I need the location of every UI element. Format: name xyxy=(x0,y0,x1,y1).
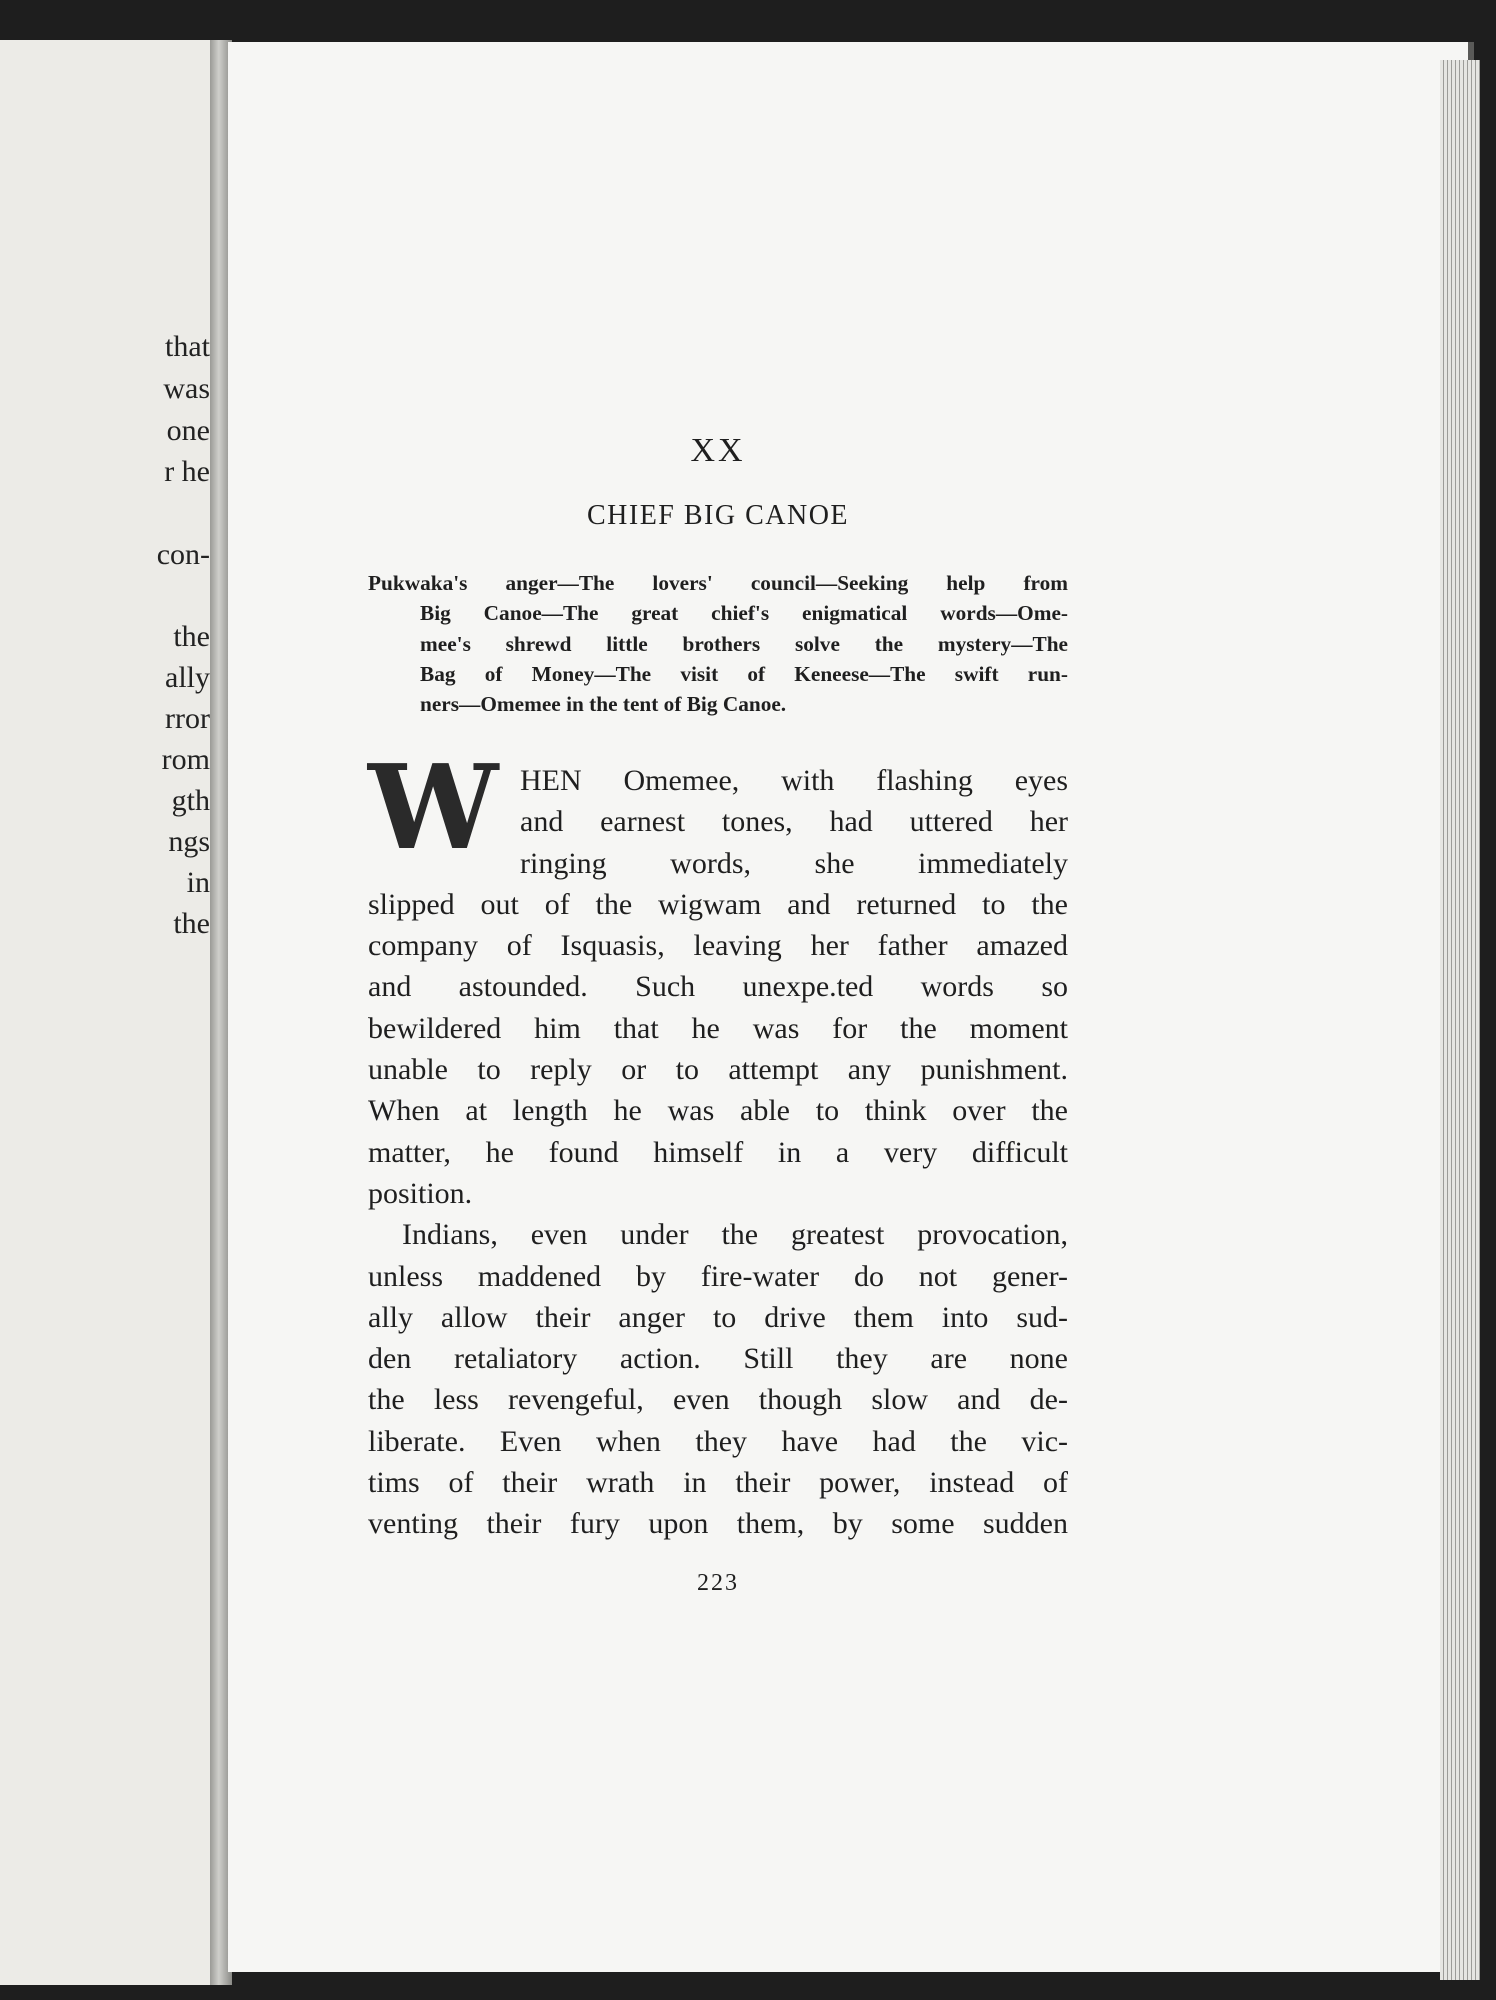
text-line: and earnest tones, had uttered her xyxy=(520,805,1068,839)
text-line: venting their fury upon them, by some sudden xyxy=(368,1507,1068,1541)
text-line: bewildered him that he was for the moment xyxy=(368,1011,1068,1045)
left-fragment: the xyxy=(173,907,210,940)
chapter-synopsis xyxy=(368,568,1068,719)
previous-page-edge xyxy=(0,40,222,1985)
text-line: unless maddened by fire-water do not gener- xyxy=(368,1259,1068,1293)
synopsis-line: mee's shrewd little brothers solve the mystery—The xyxy=(420,631,1068,656)
text-line: Indians, even under the greatest provocation, xyxy=(402,1218,1068,1252)
left-fragment: one xyxy=(166,414,210,447)
left-fragment: rror xyxy=(165,702,210,735)
text-line: When at length he was able to think over the xyxy=(368,1094,1068,1128)
left-fragment: in xyxy=(186,866,210,899)
text-line: the less revengeful, even though slow and de- xyxy=(368,1383,1068,1417)
text-line: HEN Omemee, with flashing eyes xyxy=(520,764,1068,797)
left-fragment: gth xyxy=(171,784,210,817)
text-line: den retaliatory action. Still they are none xyxy=(368,1342,1068,1376)
left-fragment: that xyxy=(165,330,210,363)
synopsis-line: Pukwaka's anger—The lovers' council—Seeking help from xyxy=(368,571,1068,595)
body-text xyxy=(368,760,1068,1545)
synopsis-line: Bag of Money—The visit of Keneese—The swift run- xyxy=(420,661,1068,686)
text-line: position. xyxy=(368,1176,473,1210)
text-line: tims of their wrath in their power, instead of xyxy=(368,1466,1068,1500)
text-line: and astounded. Such unexpe.ted words so xyxy=(368,970,1068,1004)
left-fragment: ngs xyxy=(168,825,210,858)
drop-cap: W xyxy=(368,740,499,876)
text-line: company of Isquasis, leaving her father amazed xyxy=(368,929,1068,963)
text-line: unable to reply or to attempt any punishment. xyxy=(368,1053,1068,1087)
chapter-number: XX xyxy=(690,432,746,469)
text-line: liberate. Even when they have had the vic- xyxy=(368,1424,1068,1458)
text-line: matter, he found himself in a very difficult xyxy=(368,1135,1068,1169)
synopsis-line: Big Canoe—The great chief's enigmatical words—Ome- xyxy=(420,601,1068,626)
synopsis-line: ners—Omemee in the tent of Big Canoe. xyxy=(420,692,787,717)
text-line: slipped out of the wigwam and returned to the xyxy=(368,887,1068,921)
left-fragment: ally xyxy=(165,661,210,694)
chapter-title: CHIEF BIG CANOE xyxy=(586,500,850,531)
left-fragment: rom xyxy=(161,743,210,776)
left-fragment: r he xyxy=(164,455,210,488)
page-edges xyxy=(1440,60,1480,1980)
left-fragment: was xyxy=(163,372,210,405)
text-line: ringing words, she immediately xyxy=(520,846,1068,880)
left-fragment: the xyxy=(173,620,210,653)
page-number: 223 xyxy=(697,1570,739,1596)
text-line: ally allow their anger to drive them into sud- xyxy=(368,1300,1068,1334)
left-fragment: con- xyxy=(156,538,210,571)
